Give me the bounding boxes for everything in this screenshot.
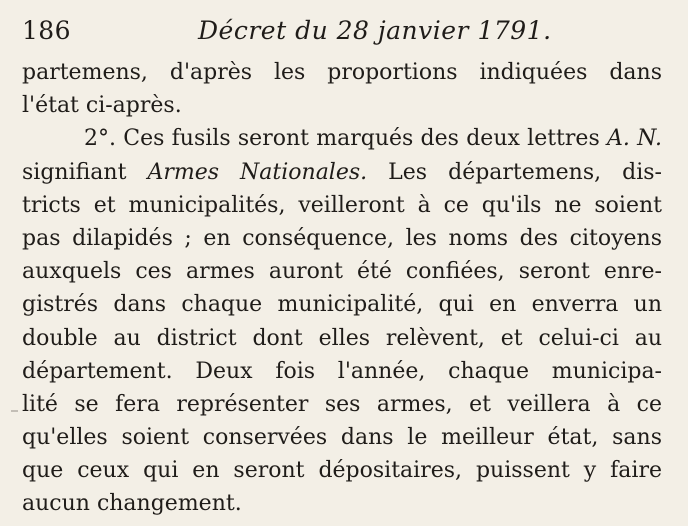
margin-speck — [11, 410, 18, 412]
armes-nationales: Armes Nationales. — [147, 159, 368, 185]
text-line-8: gistrés dans chaque municipalité, qui en enverra un — [22, 292, 662, 318]
page-header — [22, 16, 662, 50]
text-line-4-prefix: signifiant — [22, 159, 148, 185]
text-line-3 — [22, 122, 662, 155]
text-line-9: double au district dont elles relèvent, et celui-ci au — [22, 325, 662, 351]
text-line-4-suffix: Les départemens, dis- — [367, 159, 662, 185]
text-line-6: pas dilapidés ; en conséquence, les noms des citoyens — [22, 225, 662, 251]
decree-text-block — [22, 56, 662, 521]
text-line-3-prefix: 2°. Ces fusils seront marqués des deux lettres — [84, 126, 607, 152]
running-title: Décret du 28 janvier 1791. — [198, 16, 552, 45]
text-line-14: aucun changement. — [22, 491, 242, 517]
text-line-10: département. Deux fois l'année, chaque municipa- — [22, 358, 662, 384]
text-line-11: lité se fera représenter ses armes, et veillera à ce — [22, 391, 662, 417]
text-line-1: partemens, d'après les proportions indiquées dans — [22, 60, 662, 85]
text-line-5: tricts et municipalités, veilleront à ce qu'ils ne soient — [22, 192, 662, 218]
page-number: 186 — [22, 16, 71, 45]
text-line-12: qu'elles soient conservées dans le meilleur état, sans — [22, 425, 662, 451]
text-line-7: auxquels ces armes auront été confiées, seront enre- — [22, 259, 662, 285]
text-line-4 — [22, 156, 662, 189]
initials-an: A. N. — [607, 126, 662, 152]
text-line-13: que ceux qui en seront dépositaires, puissent y faire — [22, 458, 662, 484]
text-line-2: l'état ci-après. — [22, 93, 182, 119]
